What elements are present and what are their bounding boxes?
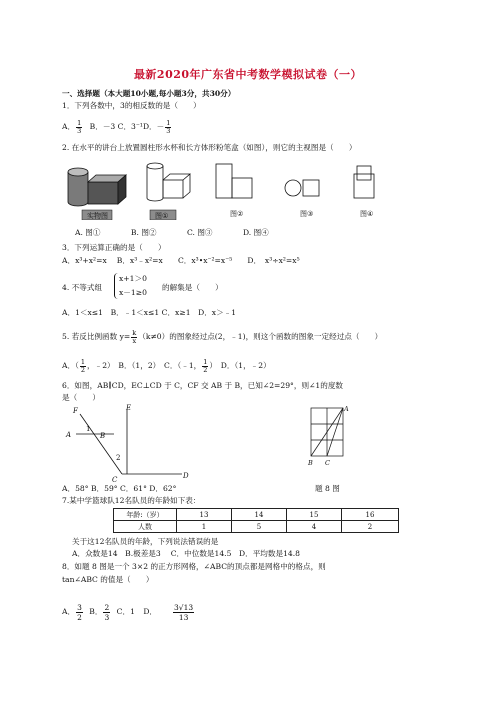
table-cell: 2 [342,521,399,533]
label-E: E [126,404,132,412]
table-cell: 5 [232,521,287,533]
q4-line1: x+1＞0 [119,274,147,283]
q1-options: A． $\frac{1}{3}$ B．－3 C．3⁻¹D．－ $\frac{1}{3}$ [62,118,171,135]
q5-a-half: $\frac{1}{2}$ [80,357,86,374]
label-real-object: 实物图 [87,212,108,220]
table-cell: 4 [287,521,342,533]
grid-label-A: A [344,405,349,413]
q4-stem-pre: 4. 不等式组 [62,283,103,292]
q2-stem: 2. 在水平的讲台上放置圆柱形水杯和长方体形粉笔盒（如图），则它的主视图是（ ） [62,143,357,152]
label-A: A [66,431,72,439]
label-D: D [183,472,189,480]
label-2: 2 [116,454,121,462]
q8-grid-figure [307,404,367,468]
figure-2 [216,164,252,198]
q6-line1: 6．如图，AB∥CD，EC⊥CD 于 C，CF 交 AB 于 B，已知∠2=29°，则∠1的度数 [62,381,344,390]
q4-line2: x－1≥0 [119,288,147,297]
q7-options: A．众数是14 B.极差是3 C．中位数是14.5 D．平均数是14.8 [72,549,300,558]
q8-a-fraction: $\frac{3}{2}$ [77,602,82,622]
q8-line1: 8．如题 8 图是一个 3×2 的正方形网格，∠ABC的顶点都是网格中的格点，则 [62,562,326,571]
q5-options: A．（ $\frac{1}{2}$ ，﹣2） B．（1，2） C．（﹣1， $\frac{1}{2}$ ） D．（1，﹣2） [62,357,271,374]
label-figure-4: 图④ [360,210,374,218]
table-header-cell: 16 [342,509,399,521]
q1-d-fraction: $\frac{1}{3}$ [166,118,171,135]
page-title: 最新2020年广东省中考数学模拟试卷（一） [133,68,363,81]
figure-3 [285,180,319,196]
q1-stem: 1．下列各数中，3的相反数的是（ ） [62,101,201,110]
q5-c-half: $\frac{1}{2}$ [203,357,208,374]
table-cell: 人数 [114,521,177,533]
label-figure-2: 图② [230,210,244,218]
label-B: B [100,432,106,440]
table-cell: 1 [177,521,232,533]
section-heading: 一、选择题（本大题10小题,每小题3分，共30分） [62,89,236,98]
q7-note: 关于这12名队员的年龄，下列说法错误的是 [72,537,219,546]
table-row [114,509,399,521]
q4-options: A．1＜x≤1 B．﹣1＜x≤1 C．x≥1 D．x＞﹣1 [62,308,237,317]
label-figure-1: 图① [155,212,169,220]
grid-label-B: B [308,459,313,467]
q5-stem: 5. 若反比例函数 y= $\frac{k}{x}$ （k≠0）的图象经过点(2，﹣1)，则这个函数的图象一定经过点（ ） [62,328,383,345]
label-figure-3: 图③ [300,210,314,218]
label-1: 1 [86,425,91,433]
q5-k-over-x: $\frac{k}{x}$ [132,328,137,345]
q3-stem: 3．下列运算正确的是（ ） [62,243,166,252]
table-header-cell: 14 [232,509,287,521]
table-header-cell: 15 [287,509,342,521]
q4-stem-post: 的解集是（ ） [162,283,223,292]
q6-figure [62,404,202,484]
age-table [113,508,399,533]
real-object-figure [68,168,126,206]
q2-options: A. 图① B. 图② C. 图③ D. 图④ [75,228,269,237]
q8-d-fraction: $\frac{3√13}{13}$ [174,602,194,622]
table-header-cell: 13 [177,509,232,521]
label-F: F [73,407,78,415]
q8-line2: tan∠ABC 的值是（ ） [62,575,154,584]
q2-figures [60,158,390,220]
table-header-cell: 年龄:（岁） [114,509,177,521]
q8-b-fraction: $\frac{2}{3}$ [104,602,110,622]
q6-options: A．58° B．59° C．61° D．62° [62,484,177,493]
figure-1 [147,163,190,201]
q1-a-fraction: $\frac{1}{3}$ [77,118,82,135]
table-row [114,521,399,533]
q6-line2: 是（ ） [62,393,100,402]
label-C: C [112,476,118,484]
q8-figure-caption: 题 8 图 [315,484,340,493]
grid-label-C: C [325,459,330,467]
figure-4 [354,166,374,198]
q3-options: A．x³+x²=x B．x³﹣x²=x C．x³•x⁻²=x⁻⁵ D． x³÷x²=x⁵ [62,256,300,265]
q7-stem: 7.某中学篮球队12名队员的年龄如下表： [62,496,201,505]
q8-options: A． $\frac{3}{2}$ B． $\frac{2}{3}$ C．1 D． $\frac{3√13}{13}$ [62,602,194,622]
